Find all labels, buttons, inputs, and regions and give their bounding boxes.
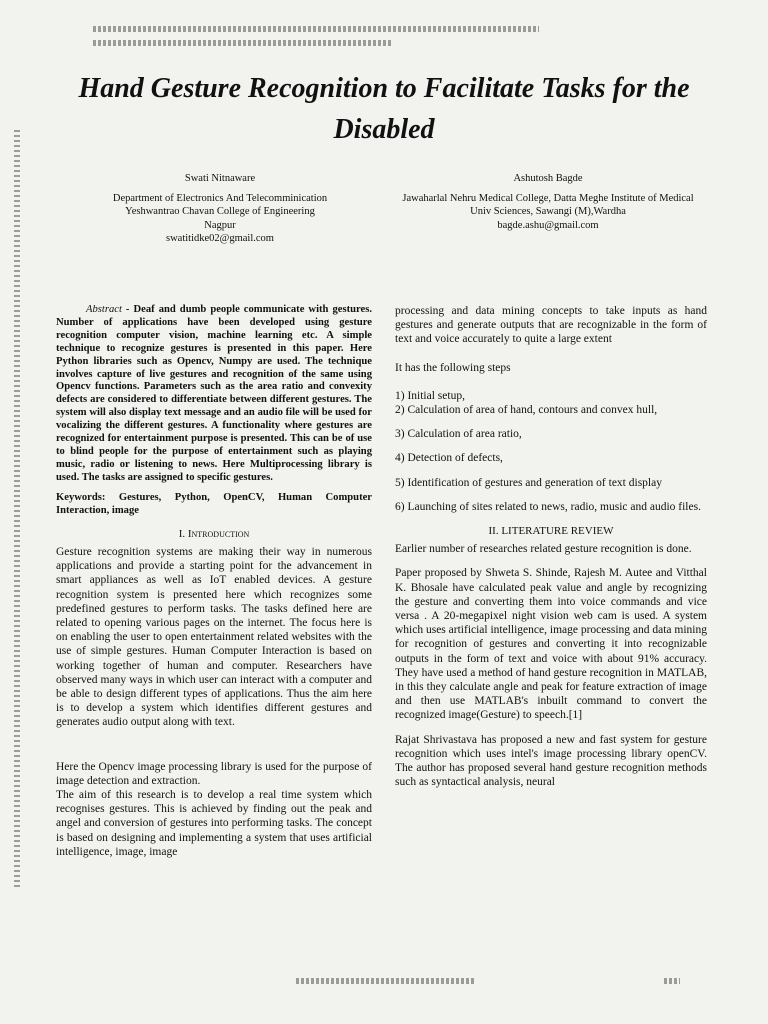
paper-title: Hand Gesture Recognition to Facilitate Tasks for the Disabled [78,73,690,145]
author-affiliation: Univ Sciences, Sawangi (M),Wardha [470,206,626,217]
footer-line [296,978,474,984]
right-column [395,304,707,789]
author-affiliation: Jawaharlal Nehru Medical College, Datta Meghe Institute of Medical [402,192,694,204]
section-heading-literature: II. LITERATURE REVIEW [488,525,614,538]
author-email: bagde.ashu@gmail.com [497,219,599,231]
abstract-text: - Deaf and dumb people communicate with gestures. Number of applications have been developed using gesture recognition computer vision, machine learning etc. A simple technique to recognize gestures is presented in this paper. Here Python libraries such as Opencv, Numpy are used. The technique involves capture of live gestures and recognition of the same using Opencv functions. Parameters such as the area ratio and convexity defects are considered to differentiate between different gestures. The system will also display text message and an audio file will be used for vocalizing the different gestures. A functionality where gestures are recognized for entertainment purpose is presented. This can be of use to blind people for the purpose of entertainment such as playing music, radio or listening to news. Here Multiprocessing library is used. The tasks are assigned to specific gestures. [56,304,372,483]
step-item: 2) Calculation of area of hand, contours and convex hull, [395,404,658,417]
step-item: 5) Identification of gestures and generation of text display [395,476,662,489]
author-affiliation: Department of Electronics And Telecomminication [112,192,328,204]
lit-paragraph-3: Rajat Shrivastava has proposed a new and fast system for gesture recognition which uses intel's image processing library openCV. The author has proposed several hand gesture recognition methods such as syntactical analysis, neural [395,733,707,789]
author-affiliation: Nagpur [204,219,236,231]
author-name: Ashutosh Bagde [513,173,583,184]
lit-paragraph-2: Paper proposed by Shweta S. Shinde, Rajesh M. Autee and Vitthal K. Bhosale have calculated peak value and angle by recognizing the gesture and converting them into voice commands and vice versa . A 20-megapixel night vision web cam is used. A system which uses artificial intelligence, image processing and data mining for recognition of gestures and converting it into recognizable outputs in the form of text and voice with about 91% accuracy. They have used a method of hand gesture recognition in MATLAB, in this they calculate angle and peak for feature extraction of image and then use MATLAB's inbuilt command to convert the recognized image(Gesture) to speech.[1] [395,567,707,722]
step-item: 1) Initial setup, [395,389,465,402]
steps-intro: It has the following steps [395,361,511,374]
intro-paragraph-3: The aim of this research is to develop a real time system which recognises gestures. This is achieved by finding out the peak and angel and conversion of gestures into performing tasks. The concept is based on designing and implementing a system that uses artificial intelligence, image, image [56,788,372,858]
abstract [56,304,372,485]
header-line-2 [93,40,391,46]
left-column [56,304,372,859]
author-1 [90,172,350,246]
margin-watermark [14,130,20,890]
keywords: Keywords: Gestures, Python, OpenCV, Human Computer Interaction, image [56,491,372,516]
intro-paragraph-1: Gesture recognition systems are making their way in numerous applications and provide a starting point for the advancement in smart appliances as well as IoT enabled devices. A gesture recognition system is presented here which recognizes some predefined gestures to perform tasks. The tasks defined here are related to opening various pages on the internet. The focus here is on enabling the user to open entertainment related websites with the use of simple gestures. Human Computer Interaction is based on working together of human and computer. Researchers have observed many ways in which user can interact with a computer and be able to design different types of applications. Thus the aim here is to develop a system which identifies different gestures and generates audio output along with text. [56,545,372,729]
author-2 [380,172,716,232]
step-item: 4) Detection of defects, [395,452,503,465]
section-heading-intro [56,527,372,541]
page-number-mark [664,978,680,984]
author-name: Swati Nitnaware [184,173,256,184]
author-affiliation: Yeshwantrao Chavan College of Engineering [125,206,315,217]
lit-paragraph-1: Earlier number of researches related gesture recognition is done. [395,543,692,556]
abstract-label: Abstract [86,304,122,315]
step-item: 3) Calculation of area ratio, [395,428,522,441]
section-number: I. [178,527,188,540]
intro-paragraph-2: Here the Opencv image processing library is used for the purpose of image detection and extraction. [56,760,372,787]
step-item: 6) Launching of sites related to news, radio, music and audio files. [395,500,701,513]
author-email: swatitidke02@gmail.com [166,233,274,244]
header-line-1 [93,26,539,32]
right-paragraph-1: processing and data mining concepts to take inputs as hand gestures and generate outputs that are recognizable in the form of text and voice accurately to quite a large extent [395,305,707,346]
section-title: Introduction [187,527,250,540]
